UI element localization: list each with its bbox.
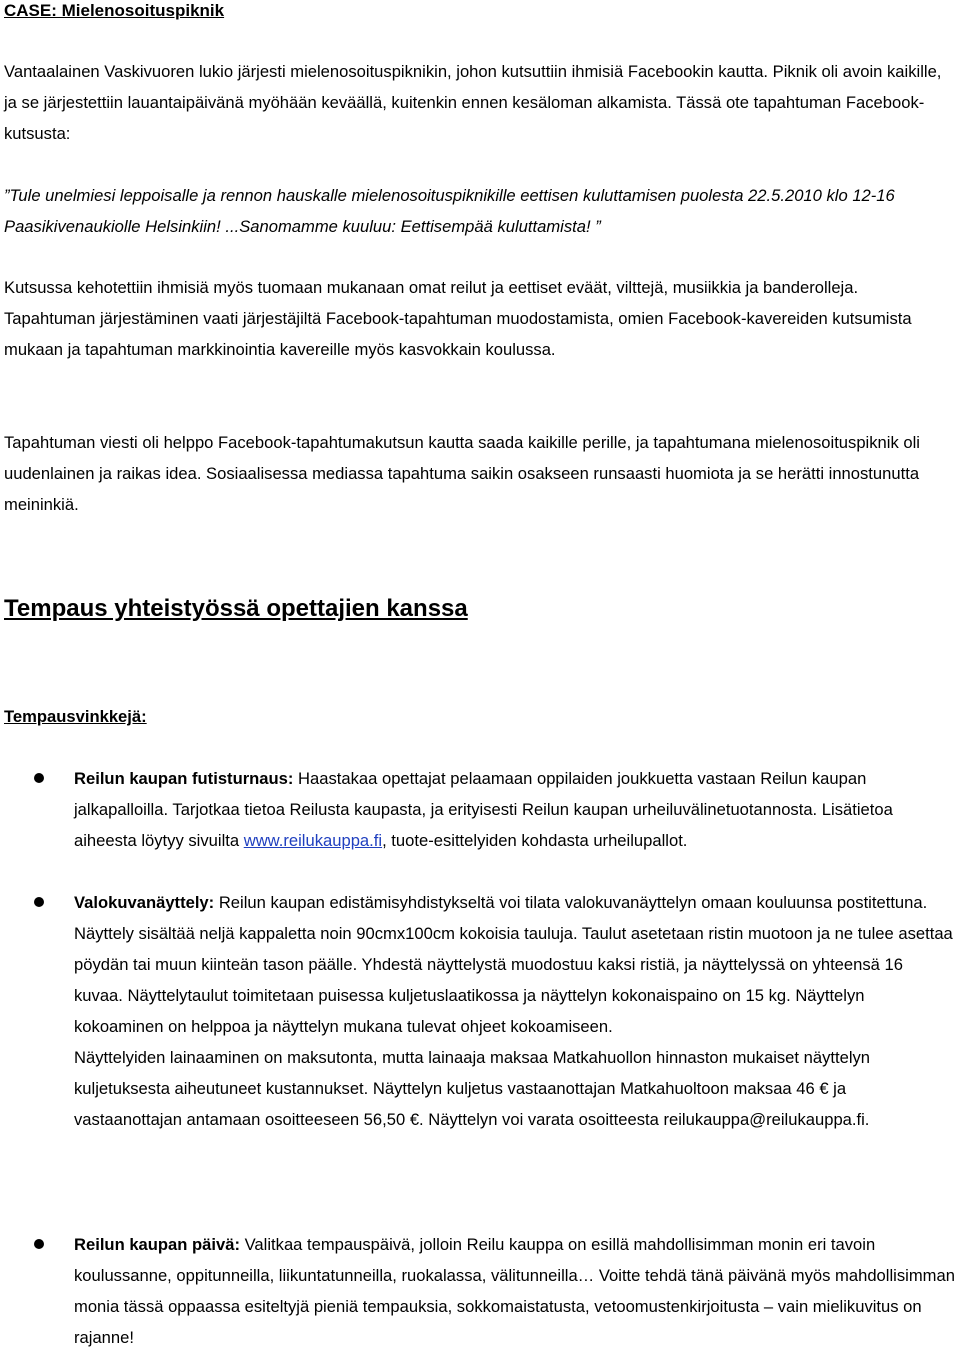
section-heading: Tempaus yhteistyössä opettajien kanssa [4, 595, 468, 622]
tip-body: Reilun kaupan edistämisyhdistykseltä voi tilata valokuvanäyttelyn omaan kouluunsa postitettuna. [214, 893, 928, 912]
tip-body-end: , tuote-esittelyiden kohdasta urheilupallot. [382, 831, 688, 850]
bullet-icon [34, 1239, 44, 1249]
tip-text [74, 1229, 956, 1353]
tip-title: Reilun kaupan päivä: [74, 1235, 240, 1254]
invitation-paragraph: Kutsussa kehotettiin ihmisiä myös tuomaan mukanaan omat reilut ja eettiset eväät, vilttejä, musiikkia ja banderolleja. Tapahtuman järjestäminen vaati järjestäjiltä Facebook-tapahtuman muodostamista, omien Facebook-kavereiden kutsumista mukaan ja tapahtuman markkinointia kavereille myös kasvokkain koulussa. [4, 278, 912, 359]
tip-text [74, 887, 956, 1135]
facebook-invitation-quote: ”Tule unelmiesi leppoisalle ja rennon hauskalle mielenosoituspiknikille eettisen kuluttamisen puolesta 22.5.2010 klo 12-16 Paasikivenaukiolle Helsinkiin! ...Sanomamme kuuluu: Eettisempää kuluttamista! ” [4, 186, 895, 236]
tip-intro [74, 887, 956, 918]
tip-body: Valitkaa tempauspäivä, jolloin Reilu kauppa on esillä mahdollisimman monin eri tavoin koulussanne, oppitunneilla, liikuntatunneilla, ruokalassa, välitunneilla… Voitte tehdä tänä päivänä myös mahdollisimman monia tässä oppaassa esiteltyjä pieniä tempauksia, sokkomaistatusta, vetoomustenkirjoitusta – vain mielikuvitus on rajanne! [74, 1235, 955, 1347]
reilukauppa-link[interactable]: www.reilukauppa.fi [243, 831, 383, 850]
tip-body: Haastakaa opettajat pelaamaan oppilaiden joukkuetta vastaan Reilun kaupan jalkapalloilla. Tarjotkaa tietoa Reilusta kaupasta, ja erityisesti Reilun kaupan urheiluvälinetuotannosta. Lisätietoa aiheesta löytyy sivuilta [74, 769, 893, 850]
tip-text [74, 763, 956, 856]
bullet-icon [34, 773, 44, 783]
case-title: CASE: Mielenosoituspiknik [4, 1, 225, 20]
message-paragraph: Tapahtuman viesti oli helppo Facebook-tapahtumakutsun kautta saada kaikille perille, ja tapahtumana mielenosoituspiknik oli uudenlainen ja raikas idea. Sosiaalisessa mediassa tapahtuma saikin osakseen runsaasti huomiota ja se herätti innostunutta meininkiä. [4, 433, 920, 514]
bullet-icon [34, 897, 44, 907]
exhibition-details: Näyttely sisältää neljä kappaletta noin 90cmx100cm kokoisia tauluja. Taulut asetetaan ristin muotoon ja ne tulee asettaa pöydän tai muun kiinteän tason päälle. Yhdestä näyttelystä muodostuu kaksi ristiä, ja näyttelyssä on yhteensä 16 kuvaa. Näyttelytaulut toimitetaan puisessa kuljetuslaatikossa ja näyttelyn kokonaispaino on 15 kg. Näyttelyn kokoaminen on helppoa ja näyttelyn mukana tulevat ohjeet kokoamiseen. [74, 924, 953, 1036]
tip-title: Reilun kaupan futisturnaus: [74, 769, 294, 788]
tip-title: Valokuvanäyttely: [74, 893, 215, 912]
tips-subheading: Tempausvinkkejä: [4, 707, 147, 726]
case-intro-paragraph: Vantaalainen Vaskivuoren lukio järjesti mielenosoituspiknikin, johon kutsuttiin ihmisiä Facebookin kautta. Piknik oli avoin kaikille, ja se järjestettiin lauantaipäivänä myöhään keväällä, kuitenkin ennen kesäloman alkamista. Tässä ote tapahtuman Facebook-kutsusta: [4, 62, 942, 143]
exhibition-loan-info: Näyttelyiden lainaaminen on maksutonta, mutta lainaaja maksaa Matkahuollon hinnaston mukaiset näyttelyn kuljetuksesta aiheutuneet kustannukset. Näyttelyn kuljetus vastaanottajan Matkahuoltoon maksaa 46 € ja vastaanottajan antamaan osoitteeseen 56,50 €. Näyttelyn voi varata osoitteesta reilukauppa@reilukauppa.fi. [74, 1048, 871, 1129]
